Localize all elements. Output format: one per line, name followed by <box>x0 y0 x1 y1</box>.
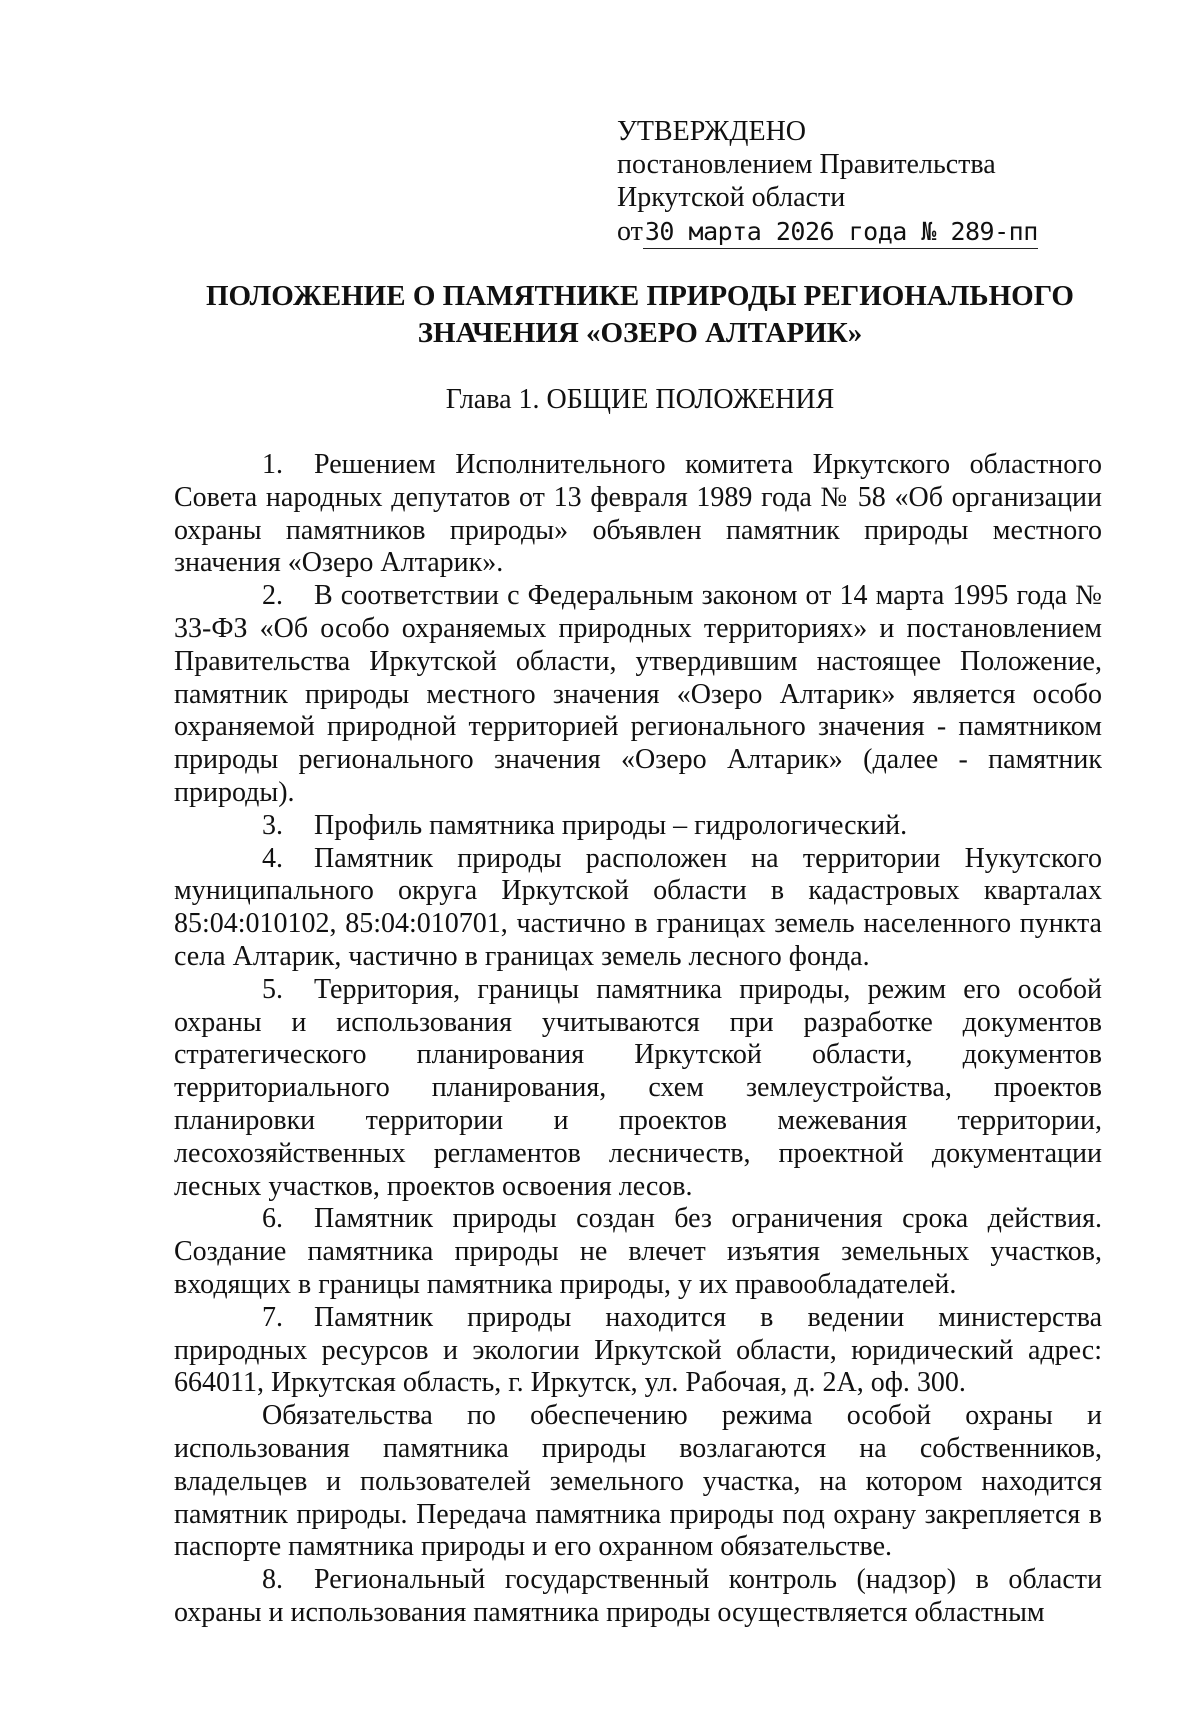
paragraph-text: Памятник природы расположен на территории Нукутского муниципального округа Иркутской области в кадастровых кварталах 85:04:010102, 85:04:010701, частично в границах земель населенного пункта села Алтарик, частично в границах земель лесного фонда. <box>174 842 1102 972</box>
paragraph-number: 3. <box>262 809 283 841</box>
approval-stamp <box>617 115 1077 249</box>
document-title <box>190 278 1090 352</box>
paragraph-number: 1. <box>262 449 283 480</box>
title-line-2: ЗНАЧЕНИЯ «ОЗЕРО АЛТАРИК» <box>417 317 863 349</box>
paragraph-2 <box>174 580 1102 810</box>
paragraph-3 <box>174 810 1102 843</box>
paragraph-text: Профиль памятника природы – гидрологический. <box>314 809 908 841</box>
paragraph-number: 7. <box>262 1301 283 1333</box>
title-line-1: ПОЛОЖЕНИЕ О ПАМЯТНИКЕ ПРИРОДЫ РЕГИОНАЛЬНОГО <box>205 280 1074 312</box>
approval-line-2: Иркутской области <box>617 182 846 213</box>
paragraph-text: Обязательства по обеспечению режима особой охраны и использования памятника природы возлагаются на собственников, владельцев и пользователей земельного участка, на котором находится памятник природы. Передача памятника природы под охрану закрепляется в паспорте памятника природы и его охранном обязательстве. <box>174 1400 1102 1563</box>
paragraph-number: 8. <box>262 1564 283 1596</box>
paragraph-7 <box>174 1302 1102 1400</box>
paragraph-6 <box>174 1203 1102 1301</box>
paragraph-8 <box>174 1564 1102 1630</box>
chapter-heading: Глава 1. ОБЩИЕ ПОЛОЖЕНИЯ <box>445 384 835 415</box>
paragraph-number: 5. <box>262 973 283 1005</box>
paragraph-1 <box>174 449 1102 580</box>
paragraph-number: 6. <box>262 1203 283 1235</box>
paragraph-text: В соответствии с Федеральным законом от 14 марта 1995 года № 33-ФЗ «Об особо охраняемых природных территориях» и постановлением Правительства Иркутской области, утвердившим настоящее Положение, памятник природы местного значения «Озеро Алтарик» является особо охраняемой природной территорией регионального значения - памятником природы регионального значения «Озеро Алтарик» (далее - памятник природы). <box>174 580 1102 808</box>
paragraph-7-continued <box>174 1400 1102 1564</box>
approval-date-row <box>617 215 1077 249</box>
approval-date-fill: 30 марта 2026 года № 289-пп <box>643 218 1038 249</box>
paragraph-text: Памятник природы находится в ведении министерства природных ресурсов и экологии Иркутской области, юридический адрес: 664011, Иркутская область, г. Иркутск, ул. Рабочая, д. 2А, оф. 300. <box>174 1301 1102 1399</box>
paragraph-number: 4. <box>262 842 283 874</box>
approval-line-1: постановлением Правительства <box>617 149 996 180</box>
paragraph-text: Решением Исполнительного комитета Иркутского областного Совета народных депутатов от 13 февраля 1989 года № 58 «Об организации охраны памятников природы» объявлен памятник природы местного значения «Озеро Алтарик». <box>174 449 1102 579</box>
paragraph-5 <box>174 974 1102 1204</box>
approval-date-prefix: от <box>617 216 643 247</box>
paragraph-text: Памятник природы создан без ограничения срока действия. Создание памятника природы не влечет изъятия земельных участков, входящих в границы памятника природы, у их правообладателей. <box>174 1203 1102 1300</box>
paragraph-number: 2. <box>262 580 283 612</box>
paragraph-4 <box>174 843 1102 974</box>
approval-heading: УТВЕРЖДЕНО <box>617 116 807 147</box>
paragraph-text: Территория, границы памятника природы, режим его особой охраны и использования учитываются при разработке документов стратегического планирования Иркутской области, документов территориального планирования, схем землеустройства, проектов планировки территории и проектов межевания территории, лесохозяйственных регламентов лесничеств, проектной документации лесных участков, проектов освоения лесов. <box>174 973 1102 1202</box>
document-body <box>174 449 1102 1630</box>
paragraph-text: Региональный государственный контроль (надзор) в области охраны и использования памятника природы осуществляется областным <box>174 1564 1102 1628</box>
